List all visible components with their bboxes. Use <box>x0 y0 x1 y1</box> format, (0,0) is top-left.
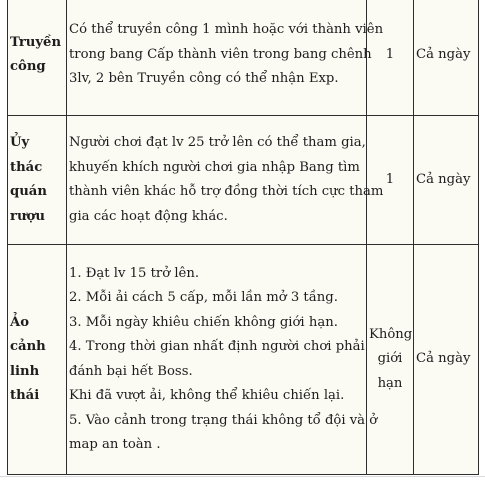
table-row <box>8 0 479 116</box>
activity-table <box>7 0 479 475</box>
activity-duration: Cả ngày <box>414 116 479 245</box>
table-row <box>8 116 479 245</box>
activity-duration: Cả ngày <box>414 245 479 475</box>
activity-description <box>67 116 384 245</box>
activity-name: Truyền công <box>8 0 67 116</box>
activity-times: 1 <box>367 116 414 245</box>
description-line: 3lv, 2 bên Truyền công có thể nhận Exp. <box>69 71 339 87</box>
description-line: gia các hoạt động khác. <box>69 208 228 224</box>
activity-description <box>67 0 384 116</box>
description-line: khuyến khích người chơi gia nhập Bang tìm <box>69 159 360 175</box>
description-line: Khi đã vượt ải, không thể khiêu chiến lại. <box>69 388 345 403</box>
description-line: Người chơi đạt lv 25 trở lên có thể tham gia, <box>69 135 366 150</box>
description-line: 2. Mỗi ải cách 5 cấp, mỗi lần mở 3 tầng. <box>69 290 338 305</box>
description-line: thành viên khác hỗ trợ đồng thời tích cực tham <box>69 184 384 199</box>
description-line: 5. Vào cảnh trong trạng thái không tổ đội và ở <box>69 412 378 428</box>
description-line: đánh bại hết Boss. <box>69 363 193 379</box>
description-line: 3. Mỗi ngày khiêu chiến không giới hạn. <box>69 314 338 330</box>
activity-duration: Cả ngày <box>414 0 479 116</box>
activity-description <box>67 245 378 475</box>
divider <box>0 476 485 477</box>
activity-times: 1 <box>367 0 414 116</box>
description-line: 4. Trong thời gian nhất định người chơi phải <box>69 339 365 354</box>
activity-name: Ảo cảnh linh thái <box>8 245 67 475</box>
description-line: map an toàn . <box>69 437 161 452</box>
description-line: trong bang Cấp thành viên trong bang chênh <box>69 46 372 62</box>
table-row <box>8 245 479 475</box>
activity-times: Không giới hạn <box>367 245 414 475</box>
description-line: Có thể truyền công 1 mình hoặc với thành viên <box>69 22 384 38</box>
description-line: 1. Đạt lv 15 trở lên. <box>69 265 200 281</box>
activity-name: Ủy thác quán rượu <box>8 116 67 245</box>
